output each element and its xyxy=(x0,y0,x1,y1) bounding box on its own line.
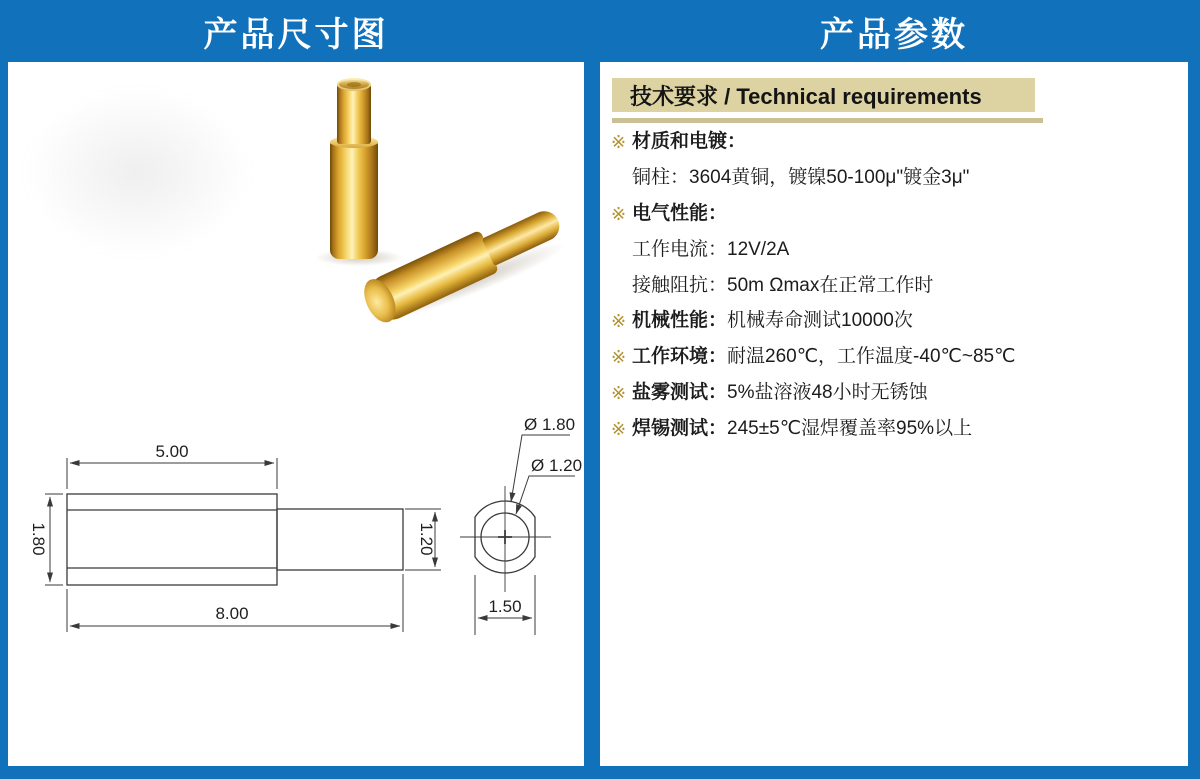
tech-requirements-title: 技术要求 / Technical requirements xyxy=(630,83,982,109)
pogo-pin-vertical-body xyxy=(330,141,378,259)
spec-detail-text: 工作电流：12V/2A xyxy=(632,239,790,260)
left-section-title: 产品尺寸图 xyxy=(203,15,389,54)
spec-value: 耐温260℃，工作温度-40℃~85℃ xyxy=(727,346,1016,367)
spec-row-mechanical xyxy=(611,309,913,333)
spec-label: 焊锡测试： xyxy=(632,418,728,439)
spec-label: 电气性能： xyxy=(632,203,728,224)
spec-row-environment xyxy=(611,345,1015,369)
spec-detail-material xyxy=(611,166,969,190)
spec-detail-current xyxy=(611,238,789,262)
bullet-icon: ※ xyxy=(611,204,627,224)
bullet-icon: ※ xyxy=(611,383,627,403)
dim-inner-diameter: Ø 1.20 xyxy=(531,456,583,475)
dimension-lines xyxy=(45,458,441,632)
photo-reflection xyxy=(23,87,253,257)
side-view-outline xyxy=(67,494,403,585)
end-view-dimensions xyxy=(475,435,575,635)
end-view-dimension-labels xyxy=(488,415,582,616)
spec-label: 盐雾测试： xyxy=(632,382,728,403)
tech-requirements-title-bar xyxy=(612,78,1035,112)
spec-detail-text: 铜柱：3604黄铜，镀镍50-100μ"镀金3μ" xyxy=(632,167,970,188)
spec-value: 245±5℃湿焊覆盖率95%以上 xyxy=(727,418,973,439)
right-section-header xyxy=(600,0,1188,62)
dim-flat-width: 1.50 xyxy=(488,597,522,616)
product-photo xyxy=(8,62,584,422)
dim-body-diameter: 1.80 xyxy=(29,522,48,556)
spec-value: 5%盐溶液48小时无锈蚀 xyxy=(727,382,928,403)
spec-row-salt-spray xyxy=(611,381,928,405)
spec-value: 机械寿命测试10000次 xyxy=(727,310,913,331)
pogo-pin-vertical-tip xyxy=(337,80,371,144)
spec-detail-resistance xyxy=(611,274,933,298)
spec-label: 工作环境： xyxy=(632,346,728,367)
dim-shaft-diameter: 1.20 xyxy=(417,522,436,556)
left-section-header xyxy=(8,0,584,62)
bullet-icon: ※ xyxy=(611,419,627,439)
spec-row-material xyxy=(611,130,746,154)
right-section-title: 产品参数 xyxy=(820,15,968,54)
parameters-panel xyxy=(600,62,1188,766)
bullet-icon: ※ xyxy=(611,347,627,367)
end-view-outline xyxy=(460,486,551,592)
bullet-icon: ※ xyxy=(611,311,627,331)
dim-outer-diameter: Ø 1.80 xyxy=(524,415,576,434)
spec-detail-text: 接触阻抗：50m Ωmax在正常工作时 xyxy=(632,275,934,296)
dim-total-length: 8.00 xyxy=(215,604,249,623)
title-underline xyxy=(612,118,1043,123)
spec-label: 机械性能： xyxy=(632,310,728,331)
dim-body-length: 5.00 xyxy=(155,442,189,461)
side-view-dimension-labels xyxy=(29,442,436,623)
spec-row-soldering xyxy=(611,417,972,441)
spec-label: 材质和电镀： xyxy=(632,131,747,152)
bullet-icon: ※ xyxy=(611,132,627,152)
spec-row-electrical xyxy=(611,202,727,226)
dimension-panel xyxy=(8,62,584,766)
pin-tip-hole xyxy=(347,82,361,87)
